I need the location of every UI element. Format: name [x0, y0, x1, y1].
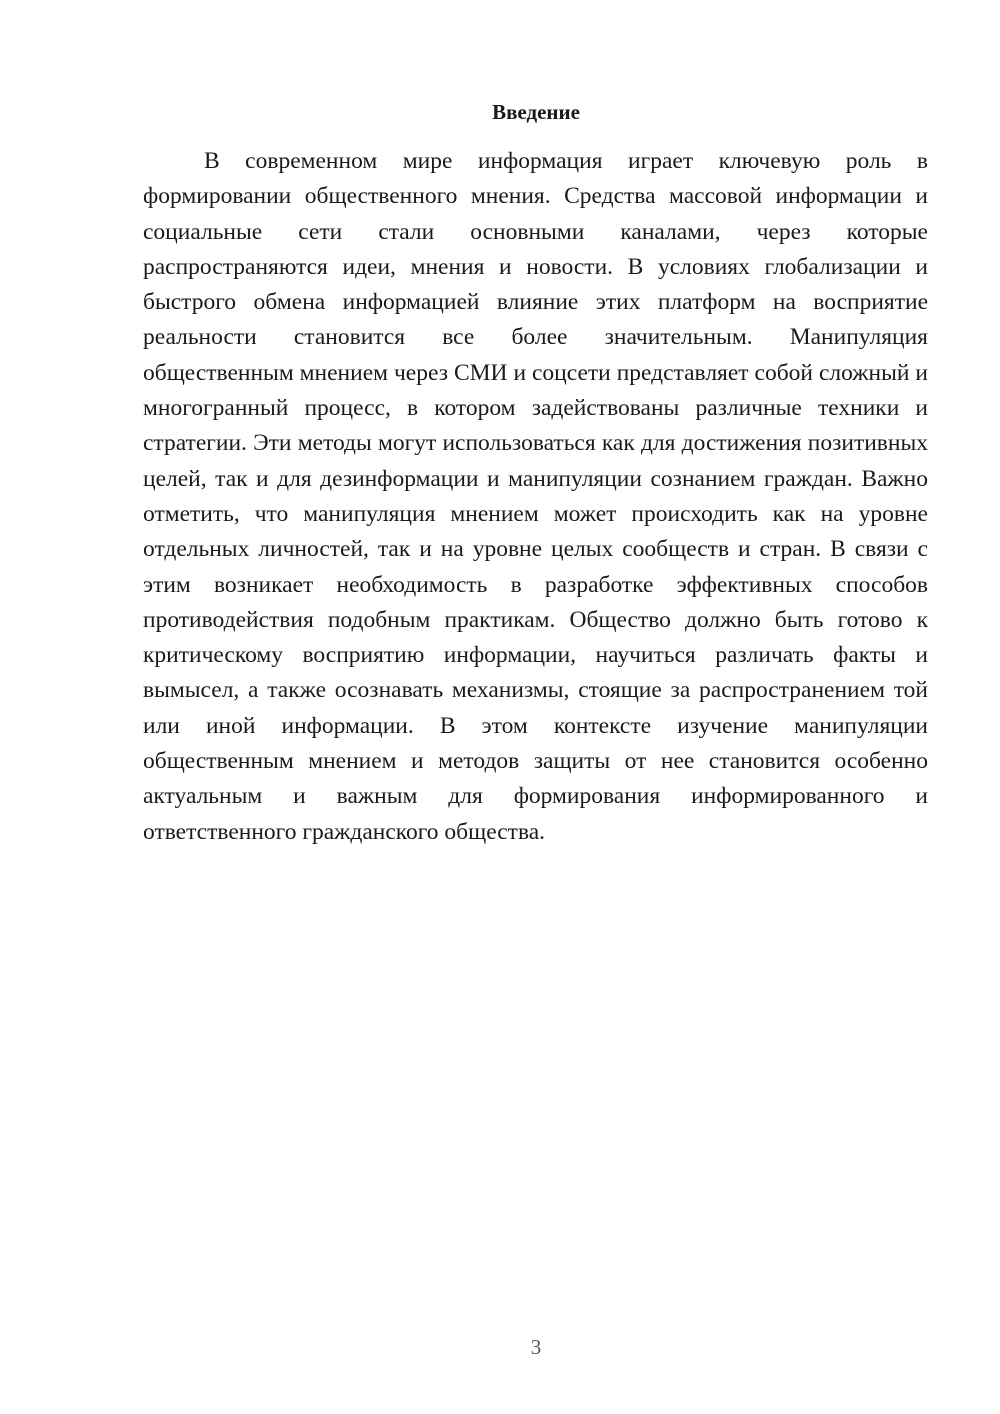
page-number: 3: [530, 1335, 542, 1359]
introduction-paragraph: В современном мире информация играет ключевую роль в формировании общественного мнения. Средства массовой информации и социальные сети стали основными каналами, через которые распространяются идеи, мнения и новости. В условиях глобализации и быстрого обмена информацией влияние этих платформ на восприятие реальности становится все более значительным. Манипуляция общественным мнением через СМИ и соцсети представляет собой сложный и многогранный процесс, в котором задействованы различные техники и стратегии. Эти методы могут использоваться как для достижения позитивных целей, так и для дезинформации и манипуляции сознанием граждан. Важно отметить, что манипуляция мнением может происходить как на уровне отдельных личностей, так и на уровне целых сообществ и стран. В связи с этим возникает необходимость в разработке эффективных способов противодействия подобным практикам. Общество должно быть готово к критическому восприятию информации, научиться различать факты и вымысел, а также осознавать механизмы, стоящие за распространением той или иной информации. В этом контексте изучение манипуляции общественным мнением и методов защиты от нее становится особенно актуальным и важным для формирования информированного и ответственного гражданского общества.: [143, 148, 928, 845]
section-heading: Введение: [492, 100, 580, 124]
